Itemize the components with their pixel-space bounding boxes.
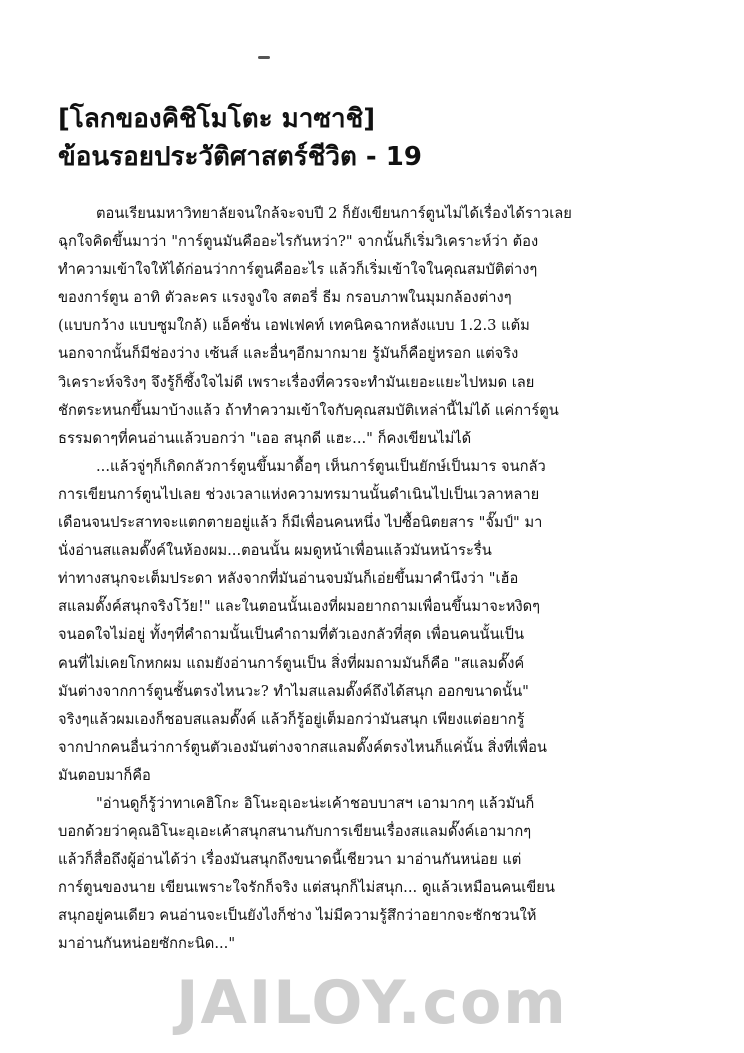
watermark: JAILOY.com [176, 968, 568, 1038]
title-line-2: ข้อนรอยประวัติศาสตร์ชีวิต - 19 [58, 142, 422, 172]
paragraph-2 [58, 453, 690, 790]
text-line: สนุกอยู่คนเดียว คนอ่านจะเป็นยังไงก็ช่าง ไม่มีความรู้สึกว่าอยากจะชักชวนให้ [58, 907, 537, 925]
article-title [58, 100, 698, 176]
text-line: ของการ์ตูน อาทิ ตัวละคร แรงจูงใจ สตอรี่ ธีม กรอบภาพในมุมกล้องต่างๆ [58, 289, 512, 307]
text-line: ...แล้วจู่ๆก็เกิดกลัวการ์ตูนขึ้นมาดื้อๆ เห็นการ์ตูนเป็นยักษ์เป็นมาร จนกลัว [96, 457, 546, 475]
scan-speck [258, 56, 270, 59]
text-line: ชักตระหนกขึ้นมาบ้างแล้ว ถ้าทำความเข้าใจกับคุณสมบัติเหล่านี้ไม่ได้ แค่การ์ตูน [58, 401, 559, 419]
text-line: จริงๆแล้วผมเองก็ชอบสแลมดั๊งค์ แล้วก็รู้อยู่เต็มอกว่ามันสนุก เพียงแต่อยากรู้ [58, 710, 525, 728]
text-line: สแลมดั๊งค์สนุกจริงโว้ย!" และในตอนนั้นเองที่ผมอยากถามเพื่อนขึ้นมาจะหงิดๆ [58, 598, 541, 616]
text-line: นั่งอ่านสแลมดั๊งค์ในห้องผม...ตอนนั้น ผมดูหน้าเพื่อนแล้วมันหน้าระรื่น [58, 542, 492, 560]
text-line: มันต่างจากการ์ตูนชั้นตรงไหนวะ? ทำไมสแลมดั๊งค์ถึงได้สนุก ออกขนาดนั้น" [58, 682, 529, 700]
text-line: แล้วก็สื่อถึงผู้อ่านได้ว่า เรื่องมันสนุกถึงขนาดนี้เชียวนา มาอ่านกันหน่อย แต่ [58, 851, 522, 869]
text-line: (แบบกว้าง แบบซูมใกล้) แอ็คชั่น เอฟเฟคท์ เทคนิคฉากหลังแบบ 1.2.3 แต้ม [58, 317, 530, 335]
text-line: "อ่านดูก็รู้ว่าทาเคฮิโกะ อิโนะอุเอะน่ะเค้าชอบบาสฯ เอามากๆ แล้วมันก็ [96, 794, 535, 812]
paragraph-3 [58, 790, 690, 959]
title-line-1: [โลกของคิชิโมโตะ มาซาชิ] [58, 104, 376, 134]
text-line: จากปากคนอื่นว่าการ์ตูนตัวเองมันต่างจากสแลมดั๊งค์ตรงไหนก็แค่นั้น สิ่งที่เพื่อน [58, 738, 547, 756]
text-line: ฉุกใจคิดขึ้นมาว่า "การ์ตูนมันคืออะไรกันหว่า?" จากนั้นก็เริ่มวิเคราะห์ว่า ต้อง [58, 233, 539, 251]
text-line: คนที่ไม่เคยโกหกผม แถมยังอ่านการ์ตูนเป็น สิ่งที่ผมถามมันก็คือ "สแลมดั๊งค์ [58, 654, 525, 672]
text-line: เดือนจนประสาทจะแตกตายอยู่แล้ว ก็มีเพื่อนคนหนึ่ง ไปซื้อนิตยสาร "จั๊มป์" มา [58, 514, 543, 532]
text-line: จนอดใจไม่อยู่ ทั้งๆที่คำถามนั้นเป็นคำถามที่ตัวเองกลัวที่สุด เพื่อนคนนั้นเป็น [58, 626, 524, 644]
paragraph-1 [58, 200, 690, 453]
text-line: มันตอบมาก็คือ [58, 766, 151, 784]
text-line: ทำความเข้าใจให้ได้ก่อนว่าการ์ตูนคืออะไร แล้วก็เริ่มเข้าใจในคุณสมบัติต่างๆ [58, 261, 538, 279]
article-body [58, 200, 690, 959]
text-line: นอกจากนั้นก็มีช่องว่าง เซ้นส์ และอื่นๆอีกมากมาย รู้มันก็คือยู่หรอก แต่จริง [58, 345, 519, 363]
text-line: ท่าทางสนุกจะเต็มประดา หลังจากที่มันอ่านจบมันก็เอ่ยขึ้นมาคำนึงว่า "เฮ้อ [58, 570, 519, 588]
text-line: ตอนเรียนมหาวิทยาลัยจนใกล้จะจบปี 2 ก็ยังเขียนการ์ตูนไม่ได้เรื่องได้ราวเลย [96, 205, 572, 222]
text-line: มาอ่านกันหน่อยซักกะนิด..." [58, 935, 236, 953]
text-line: วิเคราะห์จริงๆ จึงรู้ก็ซึ้งใจไม่ดี เพราะเรื่องที่ควรจะทำมันเยอะแยะไปหมด เลย [58, 373, 535, 391]
text-line: การ์ตูนของนาย เขียนเพราะใจรักก็จริง แต่สนุกก็ไม่สนุก... ดูแล้วเหมือนคนเขียน [58, 879, 555, 897]
text-line: บอกด้วยว่าคุณอิโนะอุเอะเค้าสนุกสนานกับการเขียนเรื่องสแลมดั๊งค์เอามากๆ [58, 823, 532, 841]
text-line: การเขียนการ์ตูนไปเลย ช่วงเวลาแห่งความทรมานนั้นดำเนินไปเป็นเวลาหลาย [58, 485, 540, 503]
text-line: ธรรมดาๆที่คนอ่านแล้วบอกว่า "เออ สนุกดี แฮะ..." ก็คงเขียนไม่ได้ [58, 429, 472, 447]
